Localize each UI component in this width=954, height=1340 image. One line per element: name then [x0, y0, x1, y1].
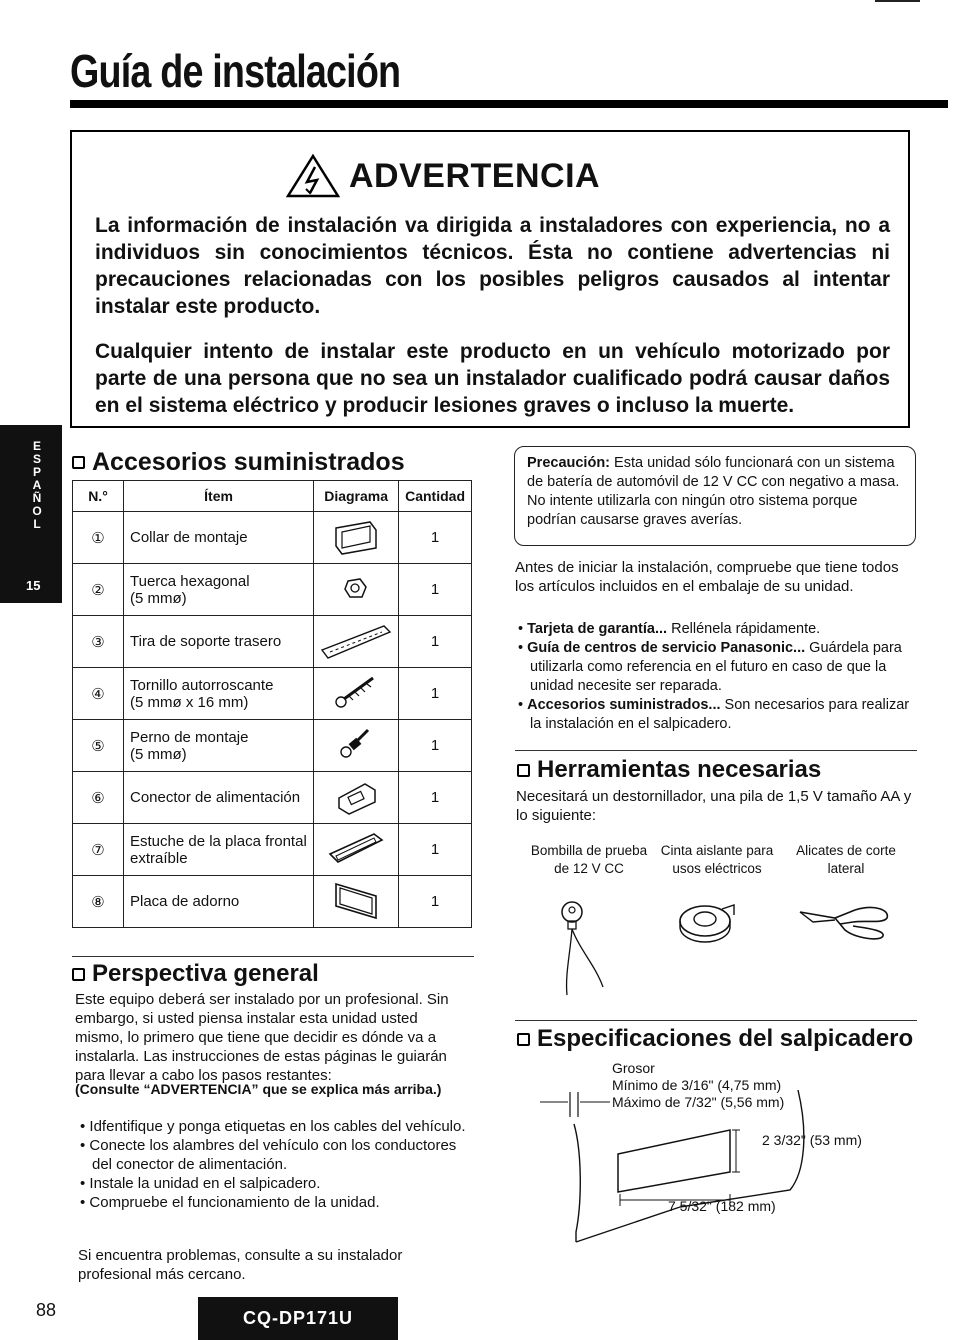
page-number: 88 — [36, 1300, 57, 1320]
row-quantity: 1 — [399, 668, 472, 720]
table-row — [73, 616, 472, 668]
row-diagram — [314, 512, 399, 564]
accessories-table — [72, 480, 472, 928]
title-rule — [70, 100, 948, 108]
row-item: Placa de adorno — [124, 876, 314, 928]
section-rule — [515, 750, 917, 751]
language-tab-letter: A — [32, 478, 42, 492]
tool-label-tape: Cinta aislante para usos eléctricos — [660, 843, 774, 876]
tools-heading — [517, 756, 821, 784]
warning-paragraph-1: La información de instalación va dirigida a instaladores con experiencia, no a individuos sin conocimientos técnicos. Ésta no contiene advertencias ni precauciones relacionadas con los posibles peligros causados al intentar instalar este producto. — [95, 214, 890, 318]
accessory-diagram-icon — [326, 516, 386, 556]
list-item: • Accesorios suministrados... Son necesarios para realizar la instalación en el salpicadero. — [518, 697, 910, 732]
page-title: Guía de instalación — [70, 45, 401, 97]
row-number: ③ — [73, 616, 124, 668]
row-quantity: 1 — [399, 772, 472, 824]
column-header-diagram: Diagrama — [314, 481, 399, 512]
dashboard-heading-text: Especificaciones del salpicadero — [537, 1025, 914, 1052]
list-item: • Tarjeta de garantía... Rellénela rápidamente. — [518, 621, 821, 637]
table-row — [73, 876, 472, 928]
row-item: Perno de montaje (5 mmø) — [124, 720, 314, 772]
dashboard-height: 2 3/32" (53 mm) — [762, 1132, 862, 1148]
overview-heading — [72, 960, 319, 988]
row-quantity: 1 — [399, 876, 472, 928]
warning-triangle-icon — [285, 153, 341, 199]
overview-note: (Consulte “ADVERTENCIA” que se explica más arriba.) — [75, 1081, 442, 1097]
list-item: • Guía de centros de servicio Panasonic... Guárdela para utilizarla como referencia en el futuro en caso de que la unidad necesite ser reparada. — [518, 640, 902, 694]
language-tab-letter: L — [33, 517, 41, 531]
before-install-text: Antes de iniciar la instalación, compruebe que tiene todos los artículos incluidos en el embalaje de su unidad. — [515, 559, 899, 595]
row-item: Tornillo autorroscante (5 mmø x 16 mm) — [124, 668, 314, 720]
language-tab-letters — [30, 440, 44, 531]
row-diagram — [314, 720, 399, 772]
tools-heading-text: Herramientas necesarias — [537, 756, 822, 783]
column-header-num: N.° — [73, 481, 124, 512]
top-mark — [875, 0, 920, 2]
warning-title: ADVERTENCIA — [349, 156, 601, 195]
section-box-icon — [517, 1033, 530, 1046]
model-badge: CQ-DP171U — [198, 1297, 398, 1340]
row-number: ① — [73, 512, 124, 564]
row-quantity: 1 — [399, 564, 472, 616]
row-diagram — [314, 668, 399, 720]
accessories-table-body — [73, 512, 472, 928]
accessory-diagram-icon — [336, 573, 376, 603]
row-number: ⑧ — [73, 876, 124, 928]
precaution-label: Precaución: — [527, 455, 610, 471]
row-item: Tira de soporte trasero — [124, 616, 314, 668]
test-bulb-icon — [555, 895, 615, 1000]
column-header-item: Ítem — [124, 481, 314, 512]
row-quantity: 1 — [399, 616, 472, 668]
dashboard-width: 7 5/32" (182 mm) — [668, 1198, 776, 1214]
row-quantity: 1 — [399, 824, 472, 876]
language-tab-number: 15 — [26, 578, 41, 593]
row-diagram — [314, 616, 399, 668]
accessory-diagram-icon — [318, 620, 394, 660]
overview-steps — [78, 1117, 473, 1212]
language-tab-letter: E — [32, 439, 41, 453]
section-box-icon — [517, 764, 530, 777]
section-rule — [515, 1020, 917, 1021]
row-diagram — [314, 824, 399, 876]
row-diagram — [314, 876, 399, 928]
overview-intro: Este equipo deberá ser instalado por un profesional. Sin embargo, si usted piensa instalar esta unidad usted mismo, lo primero que tiene que decidir es dónde va a instalarla. Las instrucciones de estas páginas le guiarán para llevar a cabo los pasos restantes: — [75, 991, 449, 1084]
language-tab-letter: P — [32, 465, 41, 479]
dashboard-opening-diagram — [540, 1072, 820, 1247]
row-number: ④ — [73, 668, 124, 720]
section-box-icon — [72, 456, 85, 469]
row-quantity: 1 — [399, 720, 472, 772]
list-item: • Compruebe el funcionamiento de la unidad. — [80, 1194, 380, 1211]
section-box-icon — [72, 968, 85, 981]
table-row — [73, 824, 472, 876]
accessory-diagram-icon — [336, 724, 376, 764]
overview-closing: Si encuentra problemas, consulte a su instalador profesional más cercano. — [78, 1247, 403, 1283]
table-header-row — [73, 481, 472, 512]
dashboard-max-thickness: Máximo de 7/32" (5,56 mm) — [612, 1094, 785, 1110]
section-rule — [72, 956, 474, 957]
before-install-list — [516, 620, 916, 734]
tool-label-pliers: Alicates de corte lateral — [796, 843, 896, 876]
row-item: Collar de montaje — [124, 512, 314, 564]
accessory-diagram-icon — [331, 672, 381, 712]
warning-header — [285, 153, 600, 199]
dashboard-grosor: Grosor — [612, 1060, 655, 1076]
row-item: Tuerca hexagonal (5 mmø) — [124, 564, 314, 616]
row-number: ② — [73, 564, 124, 616]
overview-heading-text: Perspectiva general — [92, 960, 319, 987]
accessories-heading-text: Accesorios suministrados — [92, 448, 405, 476]
row-item: Conector de alimentación — [124, 772, 314, 824]
dashboard-heading — [517, 1025, 913, 1053]
tool-label-test-bulb: Bombilla de prueba de 12 V CC — [530, 843, 648, 876]
row-item: Estuche de la placa frontal extraíble — [124, 824, 314, 876]
warning-paragraph-2: Cualquier intento de instalar este producto en un vehículo motorizado por parte de una persona que no sea un instalador cualificado podrá causar daños en el sistema eléctrico y producir lesiones graves o incluso la muerte. — [95, 340, 890, 417]
table-row — [73, 772, 472, 824]
accessory-diagram-icon — [331, 776, 381, 816]
list-item: • Conecte los alambres del vehículo con los conductores del conector de alimentación. — [80, 1137, 457, 1173]
language-tab-letter: O — [32, 504, 42, 518]
table-row — [73, 668, 472, 720]
dashboard-min-thickness: Mínimo de 3/16" (4,75 mm) — [612, 1077, 782, 1093]
table-row — [73, 512, 472, 564]
precaution-text: Esta unidad sólo funcionará con un sistema de batería de automóvil de 12 V CC con negativo a masa. No intente utilizarla con ningún otro sistema porque podrían causarse graves averías. — [527, 455, 900, 528]
row-diagram — [314, 564, 399, 616]
list-item: • Instale la unidad en el salpicadero. — [80, 1175, 321, 1192]
list-item: • Idfentifique y ponga etiquetas en los cables del vehículo. — [80, 1118, 466, 1135]
insulating-tape-icon — [670, 895, 750, 945]
table-row — [73, 720, 472, 772]
accessories-heading — [72, 448, 405, 477]
row-quantity: 1 — [399, 512, 472, 564]
language-tab-letter: Ñ — [32, 491, 42, 505]
tools-intro: Necesitará un destornillador, una pila de 1,5 V tamaño AA y lo siguiente: — [516, 788, 912, 824]
accessory-diagram-icon — [324, 828, 388, 868]
precaution-box — [514, 446, 916, 546]
row-number: ⑥ — [73, 772, 124, 824]
language-tab-letter: S — [32, 452, 41, 466]
column-header-quantity: Cantidad — [399, 481, 472, 512]
row-number: ⑤ — [73, 720, 124, 772]
row-number: ⑦ — [73, 824, 124, 876]
side-cutter-pliers-icon — [795, 900, 895, 950]
table-row — [73, 564, 472, 616]
row-diagram — [314, 772, 399, 824]
accessory-diagram-icon — [326, 878, 386, 922]
